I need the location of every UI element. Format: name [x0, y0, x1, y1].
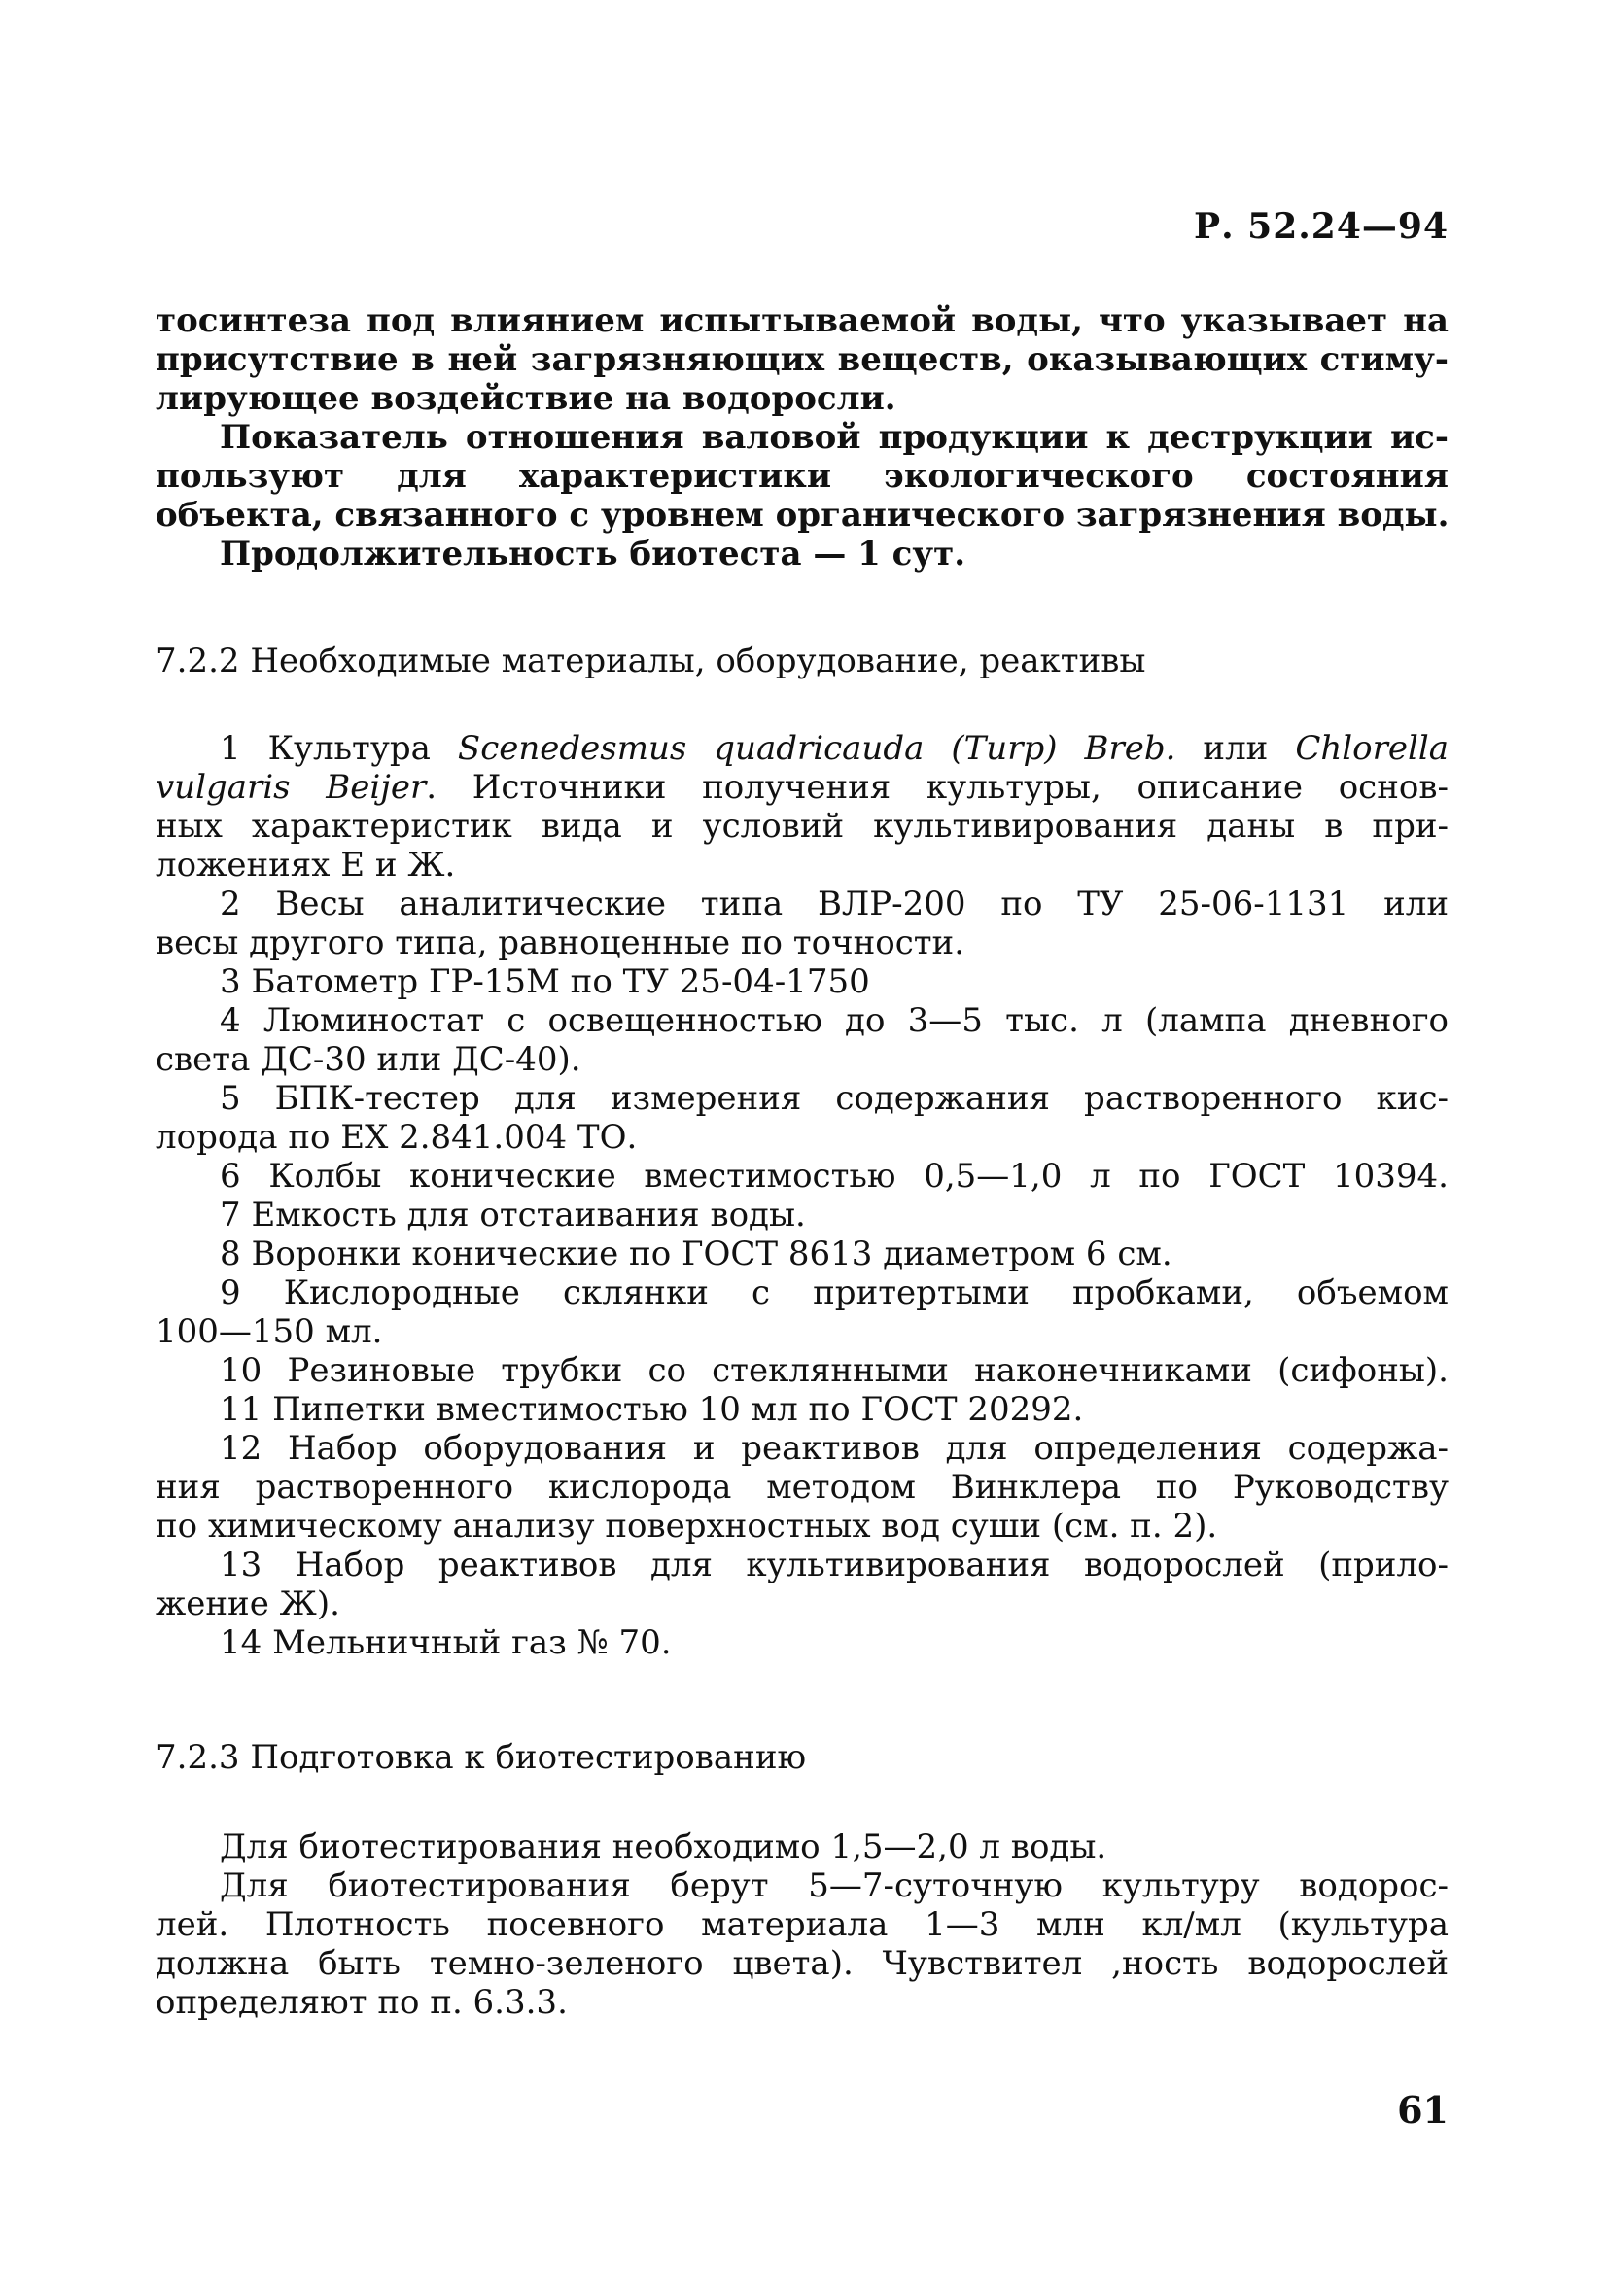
text-line: пользуют для характеристики экологического состояния [156, 457, 1449, 496]
list-item-line: ложениях Е и Ж. [156, 846, 456, 885]
list-item-line: 8 Воронки конические по ГОСТ 8613 диаметром 6 см. [220, 1235, 1172, 1273]
text-line: лей. Плотность посевного материала 1—3 млн кл/мл (культура [156, 1905, 1449, 1944]
intro-paragraphs [156, 301, 1449, 574]
list-item-line: 11 Пипетки вместимостью 10 мл по ГОСТ 20292. [220, 1390, 1084, 1429]
species-name: Scenedesmus quadricauda (Turp) Breb. [457, 729, 1176, 768]
text-line: Для биотестирования необходимо 1,5—2,0 л воды. [220, 1827, 1107, 1866]
list-item-line [156, 729, 1449, 768]
document-code: Р. 52.24—94 [1194, 206, 1449, 247]
text-line: определяют по п. 6.3.3. [156, 1983, 568, 2022]
text-line: Продолжительность биотеста — 1 сут. [220, 535, 966, 574]
list-item-line: 12 Набор оборудования и реактивов для определения содержа- [220, 1429, 1449, 1468]
species-name: Chlorella [1295, 729, 1449, 768]
list-item-line: 13 Набор реактивов для культивирования водорослей (прило- [220, 1546, 1449, 1584]
list-item-line: 4 Люминостат с освещенностью до 3—5 тыс. л (лампа дневного [220, 1001, 1449, 1040]
item-prefix: 1 Культура [220, 729, 458, 768]
list-item-line: ных характеристик вида и условий культивирования даны в при- [156, 807, 1449, 846]
preparation-paragraphs [156, 1827, 1449, 2022]
text-line: объекта, связанного с уровнем органического загрязнения воды. [156, 496, 1450, 535]
connector-text: или [1175, 729, 1296, 768]
text-line: тосинтеза под влиянием испытываемой воды, что указывает на [156, 301, 1449, 340]
text-line: Показатель отношения валовой продукции к деструкции ис- [220, 418, 1449, 457]
list-item-line: 6 Колбы конические вместимостью 0,5—1,0 л по ГОСТ 10394. [220, 1157, 1449, 1196]
list-item-line: света ДС-30 или ДС-40). [156, 1040, 581, 1079]
list-item-line [156, 768, 1449, 807]
list-item-line: 3 Батометр ГР-15М по ТУ 25-04-1750 [220, 962, 870, 1001]
list-item-line: 100—150 мл. [156, 1312, 383, 1351]
section-heading-722: 7.2.2 Необходимые материалы, оборудование, реактивы [156, 642, 1146, 680]
list-item-line: весы другого типа, равноценные по точности. [156, 923, 965, 962]
document-page [156, 0, 1449, 2296]
materials-list [156, 729, 1449, 1662]
list-item-line: 5 БПК-тестер для измерения содержания растворенного кис- [220, 1079, 1449, 1118]
section-heading-723: 7.2.3 Подготовка к биотестированию [156, 1738, 807, 1777]
list-item-line: 9 Кислородные склянки с притертыми пробками, объемом [220, 1273, 1449, 1312]
text-line: должна быть темно-зеленого цвета). Чувствител ,ность водорослей [156, 1944, 1449, 1983]
list-item-line: 2 Весы аналитические типа ВЛР-200 по ТУ 25-06-1131 или [220, 885, 1449, 923]
list-item-line: 14 Мельничный газ № 70. [220, 1623, 672, 1662]
text-line: Для биотестирования берут 5—7-суточную культуру водорос- [220, 1866, 1449, 1905]
text-line: присутствие в ней загрязняющих веществ, оказывающих стиму- [156, 340, 1449, 379]
list-item-line: жение Ж). [156, 1584, 340, 1623]
list-item-line: 7 Емкость для отстаивания воды. [220, 1196, 806, 1235]
list-item-line: ния растворенного кислорода методом Винклера по Руководству [156, 1468, 1449, 1507]
page-number: 61 [1397, 2088, 1449, 2132]
text-line: лирующее воздействие на водоросли. [156, 379, 896, 418]
list-item-line: 10 Резиновые трубки со стеклянными наконечниками (сифоны). [220, 1351, 1449, 1390]
list-item-line: по химическому анализу поверхностных вод суши (см. п. 2). [156, 1507, 1218, 1546]
item-text: . Источники получения культуры, описание основ- [426, 768, 1449, 807]
list-item-line: лорода по ЕХ 2.841.004 ТО. [156, 1118, 638, 1157]
species-name: vulgaris Beijer [156, 768, 427, 807]
